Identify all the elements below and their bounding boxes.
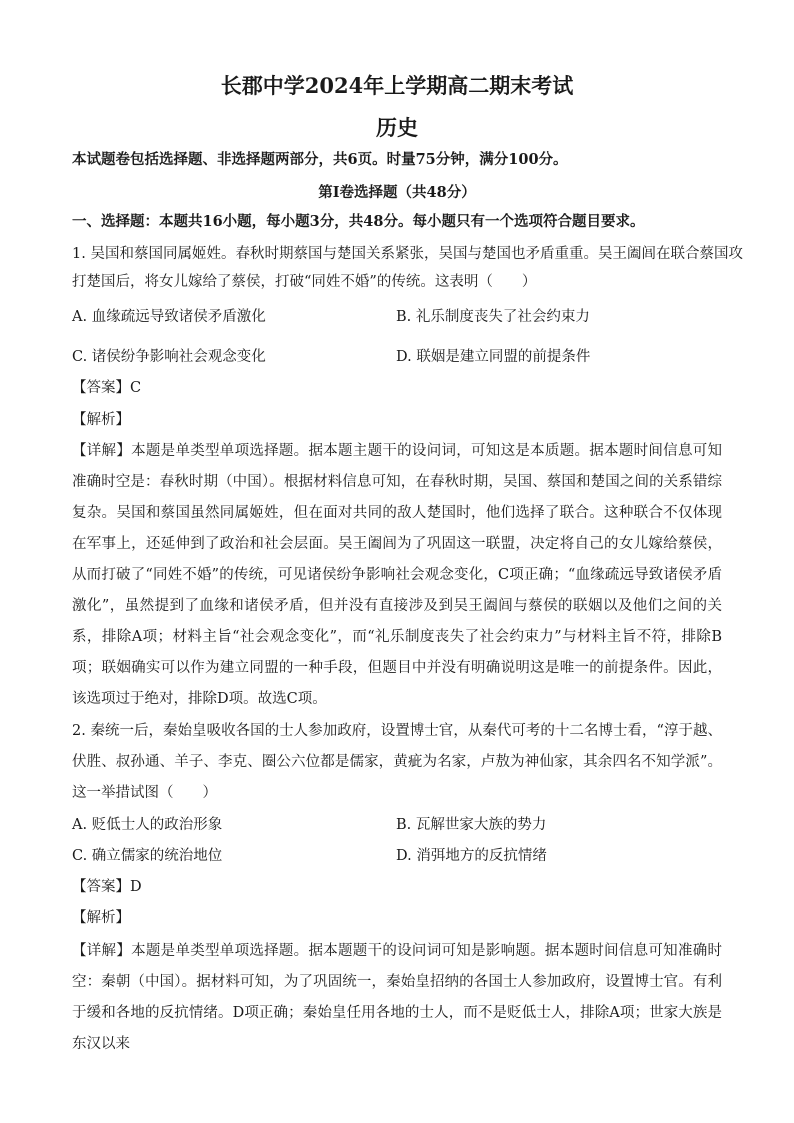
q2-answer: 【答案】D (72, 879, 142, 895)
q1-option-a: A. 血缘疏远导致诸侯矛盾激化 (72, 309, 266, 325)
exam-intro: 本试题卷包括选择题、非选择题两部分，共6页。时量75分钟，满分100分。 (72, 151, 568, 168)
q1-detail: 【详解】本题是单类型单项选择题。据本题主题干的设问词，可知这是本质题。据本题时间信息可知准确时空是：春秋时期（中国）。根据材料信息可知，在春秋时期，吴国、蔡国和楚国之间的关系错综复杂。吴国和蔡国虽然同属姬姓，但在面对共同的敌人楚国时，他们选择了联合。这种联合不仅体现在军事上，还延伸到了政治和社会层面。吴王阖闾为了巩固这一联盟，决定将自己的女儿嫁给蔡侯，从而打破了“同姓不婚”的传统，可见诸侯纷争影响社会观念变化，C项正确；“血缘疏远导致诸侯矛盾激化”，虽然提到了血缘和诸侯矛盾，但并没有直接涉及到吴王阖闾与蔡侯的联姻以及他们之间的关系，排除A项；材料主旨“社会观念变化”，而“礼乐制度丧失了社会约束力”与材料主旨不符，排除B项；联姻确实可以作为建立同盟的一种手段，但题目中并没有明确说明这是唯一的前提条件。因此，该选项过于绝对，排除D项。故选C项。 (72, 443, 722, 707)
q2-analysis-label: 【解析】 (72, 910, 130, 926)
q1-answer: 【答案】C (72, 380, 142, 396)
q2-detail: 【详解】本题是单类型单项选择题。据本题题干的设问词可知是影响题。据本题时间信息可知准确时空：秦朝（中国）。据材料可知，为了巩固统一，秦始皇招纳的各国士人参加政府，设置博士官。有利于缓和各地的反抗情绪。D项正确；秦始皇任用各地的士人，而不是贬低士人，排除A项；世家大族是东汉以来 (72, 943, 722, 1052)
q1-option-c: C. 诸侯纷争影响社会观念变化 (72, 349, 266, 365)
q2-option-a: A. 贬低士人的政治形象 (72, 817, 223, 833)
q2-option-c: C. 确立儒家的统治地位 (72, 848, 223, 864)
exam-title: 长郡中学2024年上学期高二期末考试 (220, 73, 574, 98)
q1-stem-line1: 1. 吴国和蔡国同属姬姓。春秋时期蔡国与楚国关系紧张，吴国与楚国也矛盾重重。吴王阖闾在联合蔡国攻 (72, 246, 743, 262)
q2-stem: 2. 秦统一后，秦始皇吸收各国的士人参加政府，设置博士官，从秦代可考的十二名博士看，“淳于越、伏胜、叔孙通、羊子、李克、圈公六位都是儒家，黄疵为名家，卢敖为神仙家，其余四名不知学派”。这一举措试图（ ） (72, 723, 722, 801)
q2-option-d: D. 消弭地方的反抗情绪 (396, 848, 547, 864)
q2-option-b: B. 瓦解世家大族的势力 (396, 817, 547, 833)
subject-title: 历史 (376, 115, 418, 140)
part-heading: 一、选择题：本题共16小题，每小题3分，共48分。每小题只有一个选项符合题目要求。 (72, 213, 645, 230)
q1-analysis-label: 【解析】 (72, 412, 130, 428)
q1-option-d: D. 联姻是建立同盟的前提条件 (396, 349, 591, 365)
q1-option-b: B. 礼乐制度丧失了社会约束力 (396, 309, 590, 325)
q1-stem-line2: 打楚国后，将女儿嫁给了蔡侯，打破“同姓不婚”的传统。这表明（ ） (72, 274, 537, 290)
section-title: 第Ⅰ卷选择题（共48分） (318, 184, 476, 201)
